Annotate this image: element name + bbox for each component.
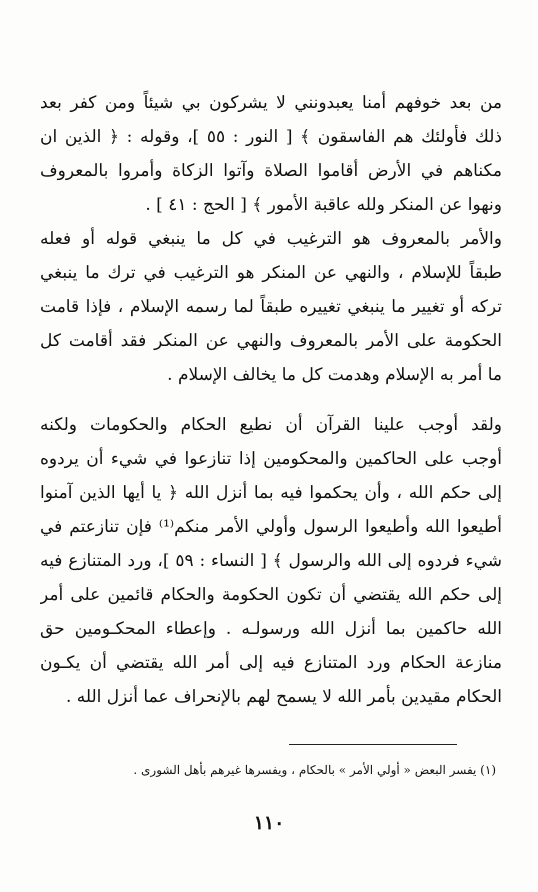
text-line: إلى حكم الله ، وأن يحكموا فيه بما أنزل الله ﴿ يا أيها الذين آمنوا <box>40 483 502 503</box>
text-line: ذلك فأولئك هم الفاسقون ﴾ [ النور : ٥٥ ]، وقوله : ﴿ الذين ان <box>40 127 502 147</box>
text-line: أطيعوا الله وأطيعوا الرسول وأولي الأمر منكم⁽¹⁾ فإن تنازعتم في <box>40 517 502 537</box>
text-line: طبقاً للإسلام ، والنهي عن المنكر هو الترغيب في ترك ما ينبغي <box>40 263 502 283</box>
text-line: منازعة الحكام ورد المتنازع فيه إلى أمر الله يقتضي أن يكـون <box>40 653 502 673</box>
paragraph-3 <box>40 408 502 714</box>
text-line: شيء فردوه إلى الله والرسول ﴾ [ النساء : ٥٩ ]، ورد المتنازع فيه <box>40 551 502 571</box>
text-line: الحكومة على الأمر بالمعروف والنهي عن المنكر فقد أقامت كل <box>40 331 502 351</box>
text-line: ونهوا عن المنكر ولله عاقبة الأمور ﴾ [ الحج : ٤١ ] . <box>145 195 502 215</box>
footnote-divider <box>289 744 457 745</box>
text-line: من بعد خوفهم أمنا يعبدونني لا يشركون بي شيئاً ومن كفر بعد <box>40 93 502 113</box>
text-line: ما أمر به الإسلام وهدمت كل ما يخالف الإسلام . <box>167 365 502 385</box>
text-line: الحكام مقيدين بأمر الله لا يسمح لهم بالإنحراف عما أنزل الله . <box>65 687 502 707</box>
text-line: إلى حكم الله يقتضي أن تكون الحكومة والحكام قائمين على أمر <box>40 585 502 605</box>
page-number: ١١٠ <box>253 812 285 834</box>
paragraph-2 <box>40 222 502 392</box>
text-line: مكناهم في الأرض أقاموا الصلاة وآتوا الزكاة وأمروا بالمعروف <box>40 161 502 181</box>
text-line: والأمر بالمعروف هو الترغيب في كل ما ينبغي قوله أو فعله <box>40 229 502 249</box>
text-line: تركه أو تغيير ما ينبغي تغييره طبقاً لما رسمه الإسلام ، فإذا قامت <box>40 297 502 317</box>
text-line: ولقد أوجب علينا القرآن أن نطيع الحكام والحكومات ولكنه <box>40 415 502 435</box>
text-line: الله حاكمين بما أنزل الله ورسولـه . وإعطاء المحكـومين حق <box>40 619 502 639</box>
footnote: (١) يفسر البعض « أولي الأمر » بالحكام ، ويفسرها غيرهم بأهل الشورى . <box>133 763 496 777</box>
text-line: أوجب على الحاكمين والمحكومين إذا تنازعوا في شيء أن يردوه <box>40 449 502 469</box>
paragraph-1 <box>40 86 502 222</box>
